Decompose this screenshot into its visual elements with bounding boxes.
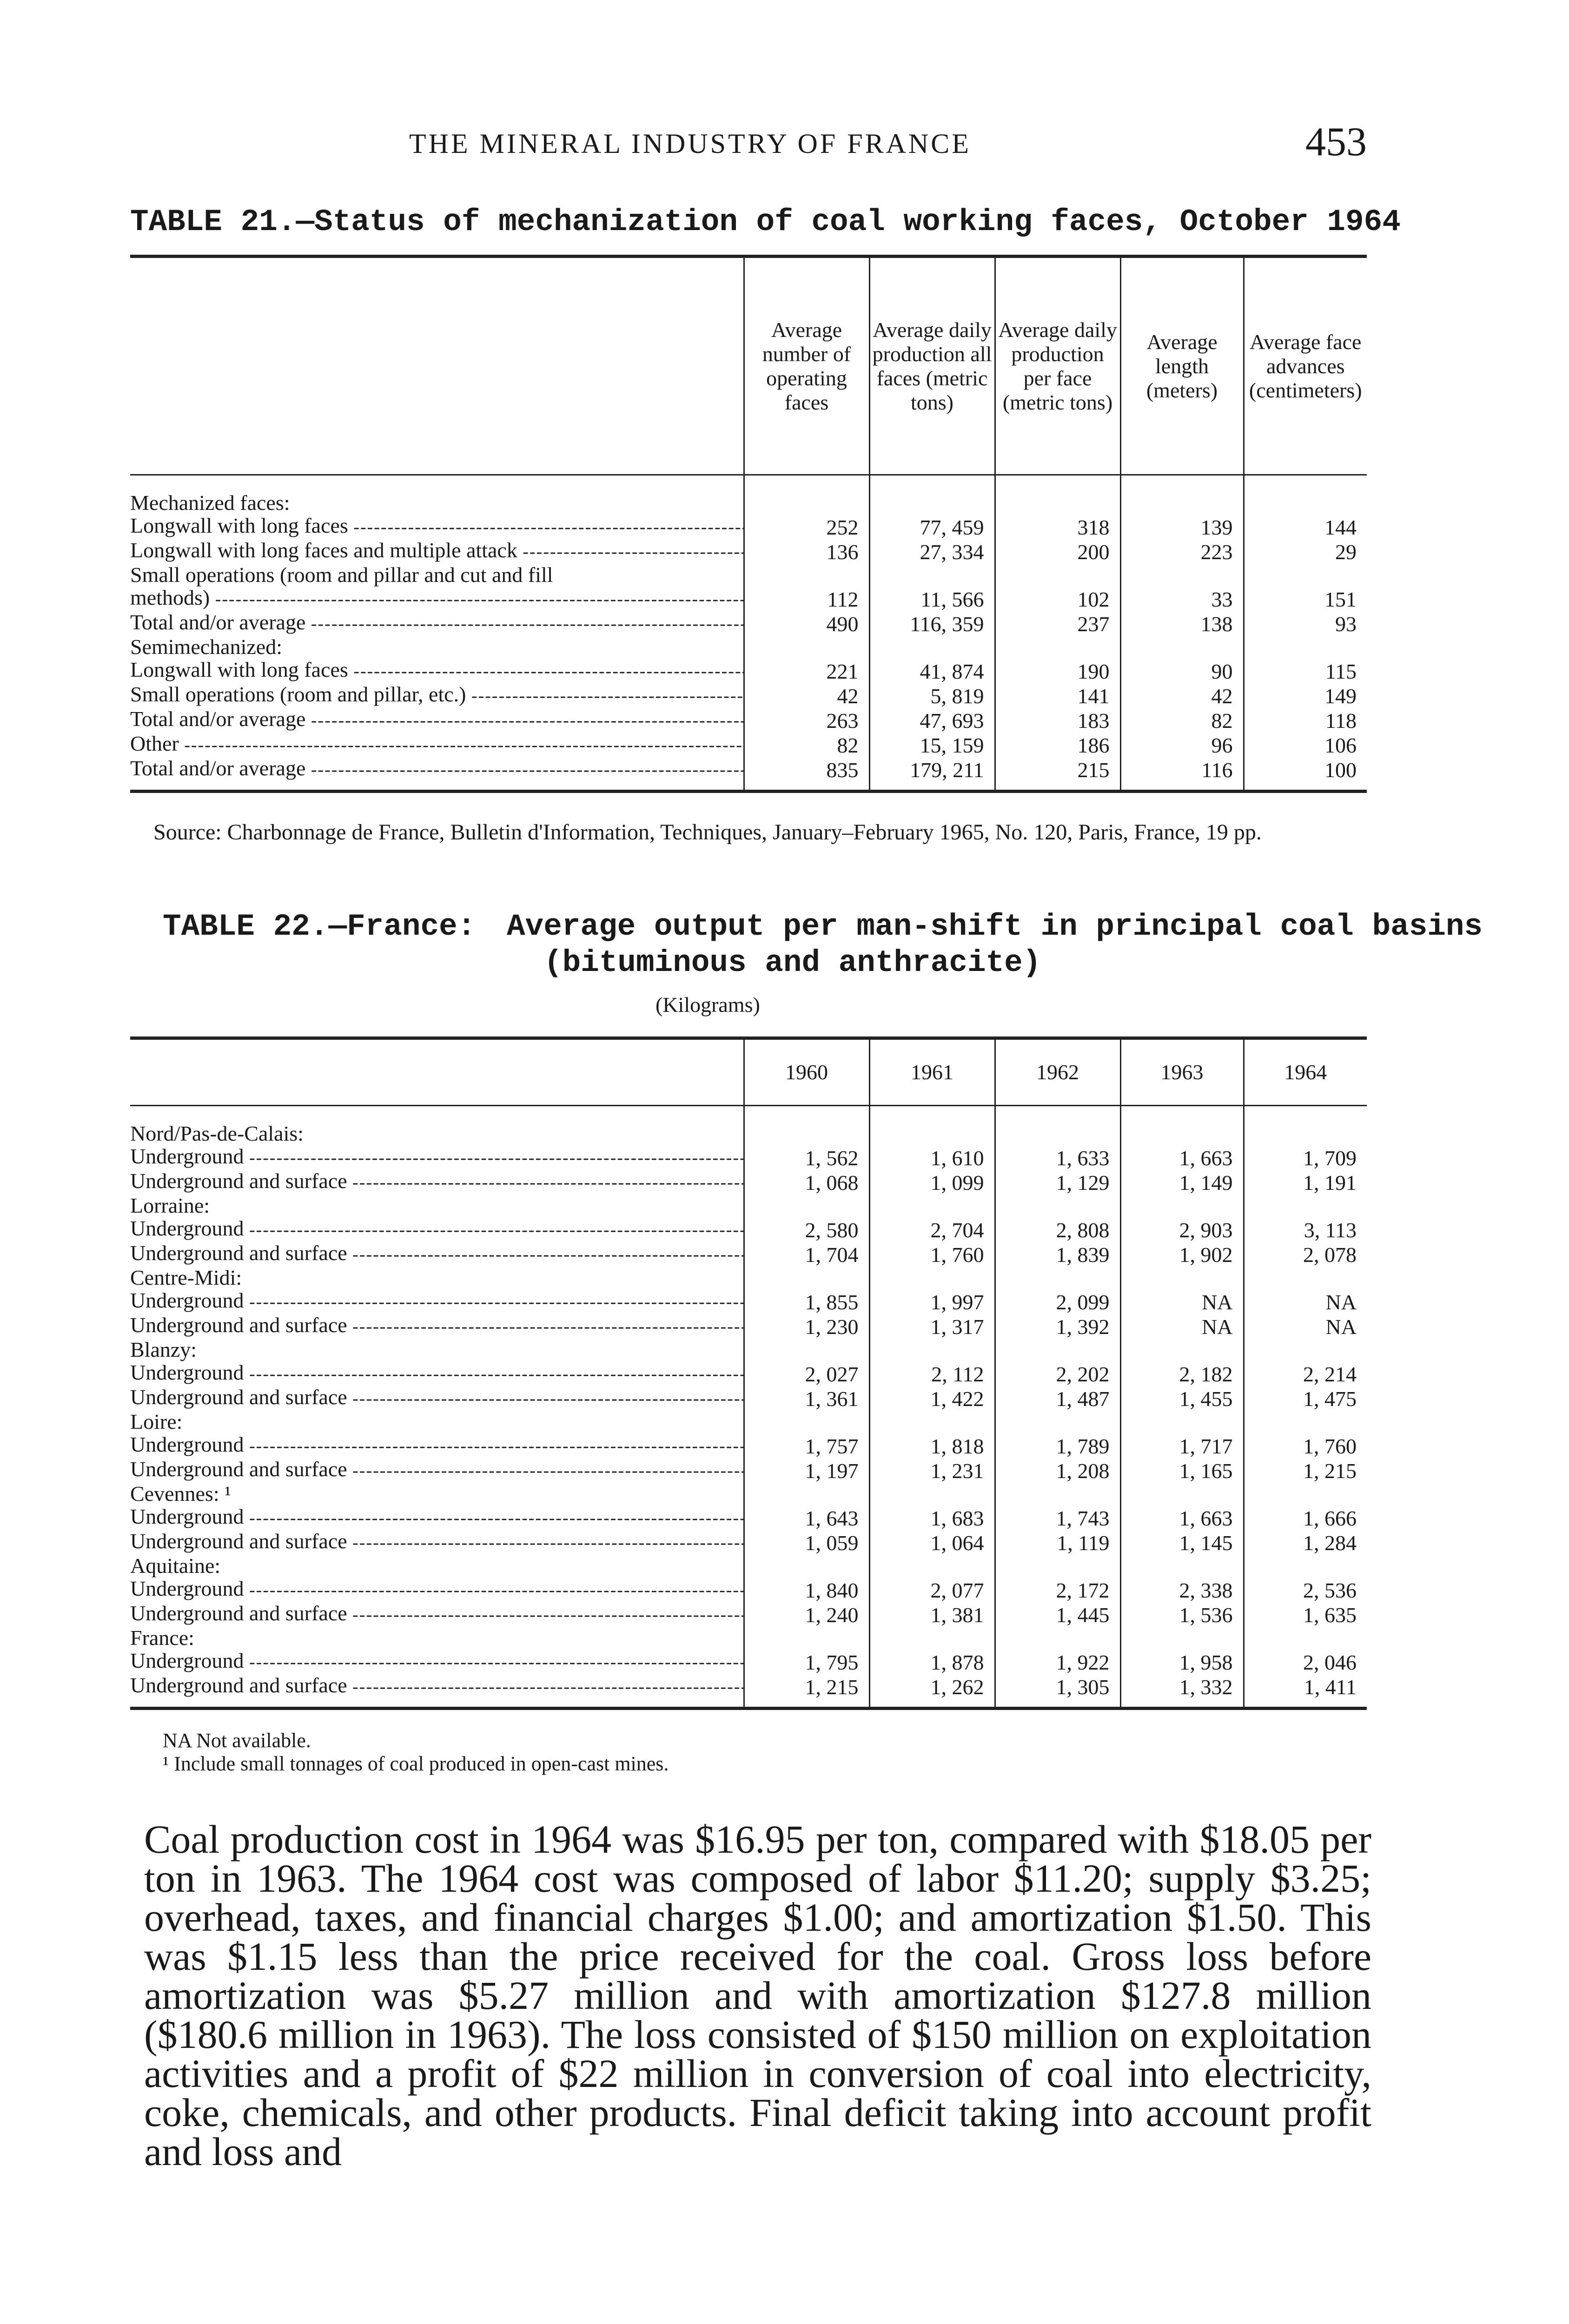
- table-row: [130, 707, 1367, 732]
- row-label: Small operations (room and pillar, etc.) -----: [130, 683, 744, 707]
- body-paragraph: [126, 1817, 1371, 2174]
- table-cell: [869, 1266, 995, 1289]
- table-row: [130, 611, 1367, 635]
- table-cell: [1244, 1626, 1367, 1649]
- table-row: [130, 1145, 1367, 1169]
- table-cell: 1, 487: [995, 1386, 1120, 1410]
- table-cell: 112: [744, 586, 869, 611]
- table-cell: 1, 332: [1120, 1674, 1244, 1709]
- table-cell: 139: [1120, 514, 1244, 539]
- stub-header: [130, 258, 744, 475]
- table-cell: 1, 381: [869, 1602, 995, 1626]
- table-cell: 2, 099: [995, 1289, 1120, 1314]
- table-cell: 1, 165: [1120, 1458, 1244, 1482]
- table-cell: 1, 743: [995, 1505, 1120, 1530]
- stub-header: [130, 1040, 744, 1106]
- table-cell: 141: [995, 683, 1120, 707]
- row-label: Underground -----: [130, 1289, 744, 1314]
- table-row: [130, 1505, 1367, 1530]
- table-cell: [1120, 1338, 1244, 1361]
- table-cell: 1, 240: [744, 1602, 869, 1626]
- table-cell: 2, 182: [1120, 1361, 1244, 1386]
- table-cell: 1, 059: [744, 1530, 869, 1554]
- footnote: NA Not available.: [163, 1729, 311, 1752]
- table-cell: 1, 129: [995, 1169, 1120, 1194]
- table-row: [130, 1458, 1367, 1482]
- table-cell: 1, 445: [995, 1602, 1120, 1626]
- table-21-source: [130, 820, 1367, 845]
- row-label: Underground -----: [130, 1577, 744, 1602]
- column-header: Average length (meters): [1120, 258, 1244, 475]
- table-cell: [744, 1410, 869, 1433]
- table-cell: 116, 359: [869, 611, 995, 635]
- table-cell: NA: [1244, 1289, 1367, 1314]
- table-cell: 151: [1244, 586, 1367, 611]
- table-cell: 1, 099: [869, 1169, 995, 1194]
- table-cell: 33: [1120, 586, 1244, 611]
- table-cell: 2, 027: [744, 1361, 869, 1386]
- table-cell: [1120, 1122, 1244, 1145]
- table-cell: [1244, 1266, 1367, 1289]
- table-cell: 179, 211: [869, 757, 995, 792]
- table-cell: 42: [1120, 683, 1244, 707]
- table-cell: 1, 795: [744, 1649, 869, 1674]
- table-row: [130, 683, 1367, 707]
- table-22-unit: (Kilograms): [655, 993, 760, 1017]
- table-cell: 41, 874: [869, 658, 995, 683]
- table-cell: 1, 392: [995, 1314, 1120, 1338]
- column-header: 1961: [869, 1040, 995, 1106]
- table-cell: 183: [995, 707, 1120, 732]
- row-label: Underground and surface -----: [130, 1169, 744, 1194]
- table-cell: 2, 046: [1244, 1649, 1367, 1674]
- table-row: [130, 491, 1367, 514]
- table-cell: [1120, 1554, 1244, 1577]
- table-row: [130, 1386, 1367, 1410]
- table-cell: 1, 197: [744, 1458, 869, 1482]
- table-cell: [869, 1338, 995, 1361]
- table-row: [130, 1674, 1367, 1709]
- table-cell: 2, 078: [1244, 1241, 1367, 1266]
- column-header: 1960: [744, 1040, 869, 1106]
- table-cell: [1244, 1194, 1367, 1217]
- table-22-notes: [163, 1729, 669, 1776]
- table-row: [130, 1626, 1367, 1649]
- table-cell: 93: [1244, 611, 1367, 635]
- table-cell: 2, 112: [869, 1361, 995, 1386]
- table-cell: 138: [1120, 611, 1244, 635]
- row-label: Lorraine:: [130, 1194, 210, 1217]
- table-cell: 2, 077: [869, 1577, 995, 1602]
- table-cell: 318: [995, 514, 1120, 539]
- table-cell: 1, 760: [1244, 1433, 1367, 1458]
- table-cell: 1, 231: [869, 1458, 995, 1482]
- table-cell: 1, 475: [1244, 1386, 1367, 1410]
- table-cell: 490: [744, 611, 869, 635]
- row-label: Longwall with long faces and multiple attack -----: [130, 539, 744, 563]
- table-row: [130, 635, 1367, 658]
- row-label: Total and/or average -----: [130, 611, 744, 635]
- table-cell: [995, 1482, 1120, 1505]
- table-cell: 1, 855: [744, 1289, 869, 1314]
- table-row: [130, 1410, 1367, 1433]
- table-cell: [995, 1194, 1120, 1217]
- footnote: ¹ Include small tonnages of coal produced in open-cast mines.: [163, 1752, 669, 1775]
- table-cell: 82: [1120, 707, 1244, 732]
- table-cell: 1, 305: [995, 1674, 1120, 1709]
- table-cell: 1, 610: [869, 1145, 995, 1169]
- table-cell: 223: [1120, 539, 1244, 563]
- table-cell: [1120, 1410, 1244, 1433]
- row-label: Underground and surface -----: [130, 1386, 744, 1410]
- table-cell: 1, 878: [869, 1649, 995, 1674]
- table-22-title-text: Average output per man-shift in principal coal basins: [507, 909, 1483, 944]
- table-row: [130, 732, 1367, 757]
- table-cell: 1, 717: [1120, 1433, 1244, 1458]
- table-cell: 1, 411: [1244, 1674, 1367, 1709]
- table-cell: [869, 1410, 995, 1433]
- table-cell: 1, 191: [1244, 1169, 1367, 1194]
- table-cell: 90: [1120, 658, 1244, 683]
- row-label: Cevennes: ¹: [130, 1482, 231, 1505]
- row-label: Aquitaine:: [130, 1554, 221, 1578]
- row-label: Semimechanized:: [130, 635, 282, 659]
- column-header: 1962: [995, 1040, 1120, 1106]
- table-cell: 1, 262: [869, 1674, 995, 1709]
- table-row: [130, 1649, 1367, 1674]
- table-row: [130, 1241, 1367, 1266]
- table-row: [130, 757, 1367, 792]
- row-label: Underground and surface -----: [130, 1241, 744, 1266]
- table-cell: 1, 215: [1244, 1458, 1367, 1482]
- row-label: France:: [130, 1626, 194, 1650]
- row-label: Nord/Pas-de-Calais:: [130, 1122, 304, 1145]
- table-cell: 1, 068: [744, 1169, 869, 1194]
- source-note: Source: Charbonnage de France, Bulletin d'Information, Techniques, January–February 1965, No. 120, Paris, France, 19 pp.: [153, 820, 1262, 845]
- table-cell: 1, 663: [1120, 1145, 1244, 1169]
- row-label: Underground and surface -----: [130, 1314, 744, 1338]
- table-cell: 1, 839: [995, 1241, 1120, 1266]
- row-label: Underground -----: [130, 1505, 744, 1530]
- table-cell: [1244, 1122, 1367, 1145]
- table-row: [130, 1194, 1367, 1217]
- table-22-title: [163, 909, 1483, 981]
- table-cell: 1, 760: [869, 1241, 995, 1266]
- table-cell: 115: [1244, 658, 1367, 683]
- column-header: 1963: [1120, 1040, 1244, 1106]
- table-cell: [744, 1626, 869, 1649]
- table-row: [130, 1482, 1367, 1505]
- table-row: [130, 1554, 1367, 1577]
- table-cell: 1, 230: [744, 1314, 869, 1338]
- row-label: Blanzy:: [130, 1338, 197, 1361]
- table-row: [130, 1361, 1367, 1386]
- table-cell: 1, 663: [1120, 1505, 1244, 1530]
- table-cell: [1244, 1338, 1367, 1361]
- table-row: [130, 1530, 1367, 1554]
- table-cell: 96: [1120, 732, 1244, 757]
- table-cell: 144: [1244, 514, 1367, 539]
- table-cell: [744, 1554, 869, 1577]
- table-cell: [995, 1626, 1120, 1649]
- table-row: [130, 563, 1367, 586]
- table-cell: 11, 566: [869, 586, 995, 611]
- table-cell: [995, 1122, 1120, 1145]
- table-cell: 237: [995, 611, 1120, 635]
- table-cell: 1, 064: [869, 1530, 995, 1554]
- table-cell: 136: [744, 539, 869, 563]
- table-cell: [869, 1122, 995, 1145]
- table-cell: 100: [1244, 757, 1367, 792]
- table-cell: 116: [1120, 757, 1244, 792]
- table-cell: 1, 536: [1120, 1602, 1244, 1626]
- table-cell: 1, 149: [1120, 1169, 1244, 1194]
- table-cell: 3, 113: [1244, 1217, 1367, 1241]
- table-cell: [1120, 1482, 1244, 1505]
- table-row: [130, 1122, 1367, 1145]
- column-header: Average daily production all faces (metric tons): [869, 258, 995, 475]
- table-cell: 27, 334: [869, 539, 995, 563]
- table-cell: 1, 635: [1244, 1602, 1367, 1626]
- table-cell: 1, 997: [869, 1289, 995, 1314]
- row-label: Mechanized faces:: [130, 491, 290, 515]
- table-22: [130, 1037, 1367, 1710]
- table-row: [130, 1169, 1367, 1194]
- table-cell: [744, 1482, 869, 1505]
- table-cell: 1, 683: [869, 1505, 995, 1530]
- table-cell: 1, 922: [995, 1649, 1120, 1674]
- row-label: Total and/or average -----: [130, 757, 744, 792]
- table-cell: [995, 1338, 1120, 1361]
- table-cell: 186: [995, 732, 1120, 757]
- table-cell: [869, 1626, 995, 1649]
- table-cell: [1120, 1266, 1244, 1289]
- table-cell: 1, 757: [744, 1433, 869, 1458]
- table-cell: 1, 633: [995, 1145, 1120, 1169]
- table-cell: 2, 808: [995, 1217, 1120, 1241]
- table-21-title: TABLE 21.—Status of mechanization of coal working faces, October 1964: [130, 205, 1401, 239]
- row-label: Underground and surface -----: [130, 1458, 744, 1482]
- table-cell: 29: [1244, 539, 1367, 563]
- table-cell: 2, 202: [995, 1361, 1120, 1386]
- row-label: Underground -----: [130, 1649, 744, 1674]
- table-row: [130, 514, 1367, 539]
- table-row: [130, 1266, 1367, 1289]
- table-row: [130, 539, 1367, 563]
- table-cell: 106: [1244, 732, 1367, 757]
- row-label: Underground and surface -----: [130, 1530, 744, 1554]
- table-cell: 190: [995, 658, 1120, 683]
- table-cell: 1, 455: [1120, 1386, 1244, 1410]
- table-row: [130, 658, 1367, 683]
- page-number: 453: [1305, 119, 1367, 165]
- running-title: THE MINERAL INDUSTRY OF FRANCE: [409, 128, 971, 159]
- table-21: [130, 255, 1367, 793]
- table-cell: 1, 317: [869, 1314, 995, 1338]
- table-cell: 2, 903: [1120, 1217, 1244, 1241]
- table-cell: 1, 562: [744, 1145, 869, 1169]
- table-cell: [744, 1266, 869, 1289]
- row-label: Other -----: [130, 732, 744, 757]
- row-label: Loire:: [130, 1410, 183, 1433]
- table-cell: 1, 145: [1120, 1530, 1244, 1554]
- table-cell: 252: [744, 514, 869, 539]
- row-label: Underground -----: [130, 1217, 744, 1241]
- table-row: [130, 1338, 1367, 1361]
- table-cell: 2, 536: [1244, 1577, 1367, 1602]
- table-22-label: TABLE 22.—France:: [163, 909, 476, 944]
- row-label: Centre-Midi:: [130, 1266, 242, 1289]
- row-label: methods) -----: [130, 586, 744, 611]
- column-header: Average daily production per face (metric tons): [995, 258, 1120, 475]
- table-cell: [1244, 1554, 1367, 1577]
- row-label: Longwall with long faces -----: [130, 658, 744, 683]
- table-cell: 1, 422: [869, 1386, 995, 1410]
- table-row: [130, 1577, 1367, 1602]
- table-cell: 102: [995, 586, 1120, 611]
- table-cell: 15, 159: [869, 732, 995, 757]
- row-label: Underground and surface -----: [130, 1674, 744, 1709]
- row-label: Longwall with long faces -----: [130, 514, 744, 539]
- table-cell: [1244, 1410, 1367, 1433]
- table-22-title-text-2: (bituminous and anthracite): [544, 945, 1041, 980]
- table-cell: 2, 214: [1244, 1361, 1367, 1386]
- table-cell: 1, 215: [744, 1674, 869, 1709]
- table-row: [130, 586, 1367, 611]
- table-cell: 77, 459: [869, 514, 995, 539]
- table-cell: 2, 580: [744, 1217, 869, 1241]
- table-cell: 221: [744, 658, 869, 683]
- table-cell: [995, 1554, 1120, 1577]
- table-cell: 1, 361: [744, 1386, 869, 1410]
- column-header: Average number of operating faces: [744, 258, 869, 475]
- table-cell: 42: [744, 683, 869, 707]
- table-cell: [869, 1482, 995, 1505]
- table-cell: 1, 119: [995, 1530, 1120, 1554]
- table-cell: 200: [995, 539, 1120, 563]
- table-cell: [1244, 1482, 1367, 1505]
- table-cell: 1, 208: [995, 1458, 1120, 1482]
- row-label: Underground and surface -----: [130, 1602, 744, 1626]
- table-cell: [869, 1554, 995, 1577]
- row-label: Underground -----: [130, 1433, 744, 1458]
- table-cell: 47, 693: [869, 707, 995, 732]
- row-label: Small operations (room and pillar and cut and fill: [130, 563, 553, 587]
- table-cell: 118: [1244, 707, 1367, 732]
- table-cell: [744, 1122, 869, 1145]
- table-cell: 2, 172: [995, 1577, 1120, 1602]
- table-cell: 2, 338: [1120, 1577, 1244, 1602]
- table-row: [130, 1289, 1367, 1314]
- table-cell: 1, 789: [995, 1433, 1120, 1458]
- table-cell: [1120, 1626, 1244, 1649]
- table-cell: 82: [744, 732, 869, 757]
- table-cell: [995, 1266, 1120, 1289]
- table-cell: 1, 709: [1244, 1145, 1367, 1169]
- table-cell: 1, 666: [1244, 1505, 1367, 1530]
- table-cell: 1, 958: [1120, 1649, 1244, 1674]
- table-cell: [869, 1194, 995, 1217]
- table-22-header-row: [130, 1040, 1367, 1106]
- column-header: 1964: [1244, 1040, 1367, 1106]
- paragraph-text: Coal production cost in 1964 was $16.95 per ton, compared with $18.05 per ton in 1963. The 1964 cost was composed of labor $11.20; supply $3.25; overhead, taxes, and financial charges $1.00; and amortization $1.50. This was $1.15 less than the price received for the coal. Gross loss before amortization was $5.27 million and with amortization $127.8 million ($180.6 million in 1963). The loss consisted of $150 million on exploitation activities and a profit of $22 million in conversion of coal into electricity, coke, chemicals, and other products. Final deficit taking into account profit and loss and: [144, 1817, 1371, 2174]
- table-cell: 1, 902: [1120, 1241, 1244, 1266]
- table-cell: 263: [744, 707, 869, 732]
- table-cell: 215: [995, 757, 1120, 792]
- table-cell: NA: [1244, 1314, 1367, 1338]
- row-label: Underground -----: [130, 1361, 744, 1386]
- table-cell: 1, 284: [1244, 1530, 1367, 1554]
- table-cell: 1, 818: [869, 1433, 995, 1458]
- table-cell: 835: [744, 757, 869, 792]
- table-cell: 2, 704: [869, 1217, 995, 1241]
- row-label: Underground -----: [130, 1145, 744, 1169]
- table-row: [130, 1433, 1367, 1458]
- table-row: [130, 1314, 1367, 1338]
- row-label: Total and/or average -----: [130, 707, 744, 732]
- table-cell: [1120, 1194, 1244, 1217]
- table-cell: 1, 643: [744, 1505, 869, 1530]
- table-21-header-row: [130, 258, 1367, 475]
- table-cell: [744, 1194, 869, 1217]
- column-header: Average face advances (centimeters): [1244, 258, 1367, 475]
- table-cell: 149: [1244, 683, 1367, 707]
- table-cell: [995, 1410, 1120, 1433]
- table-cell: NA: [1120, 1289, 1244, 1314]
- table-row: [130, 1217, 1367, 1241]
- table-row: [130, 1602, 1367, 1626]
- table-cell: [744, 1338, 869, 1361]
- table-cell: 1, 704: [744, 1241, 869, 1266]
- running-header: [130, 119, 1367, 170]
- table-cell: NA: [1120, 1314, 1244, 1338]
- table-cell: 1, 840: [744, 1577, 869, 1602]
- table-cell: 5, 819: [869, 683, 995, 707]
